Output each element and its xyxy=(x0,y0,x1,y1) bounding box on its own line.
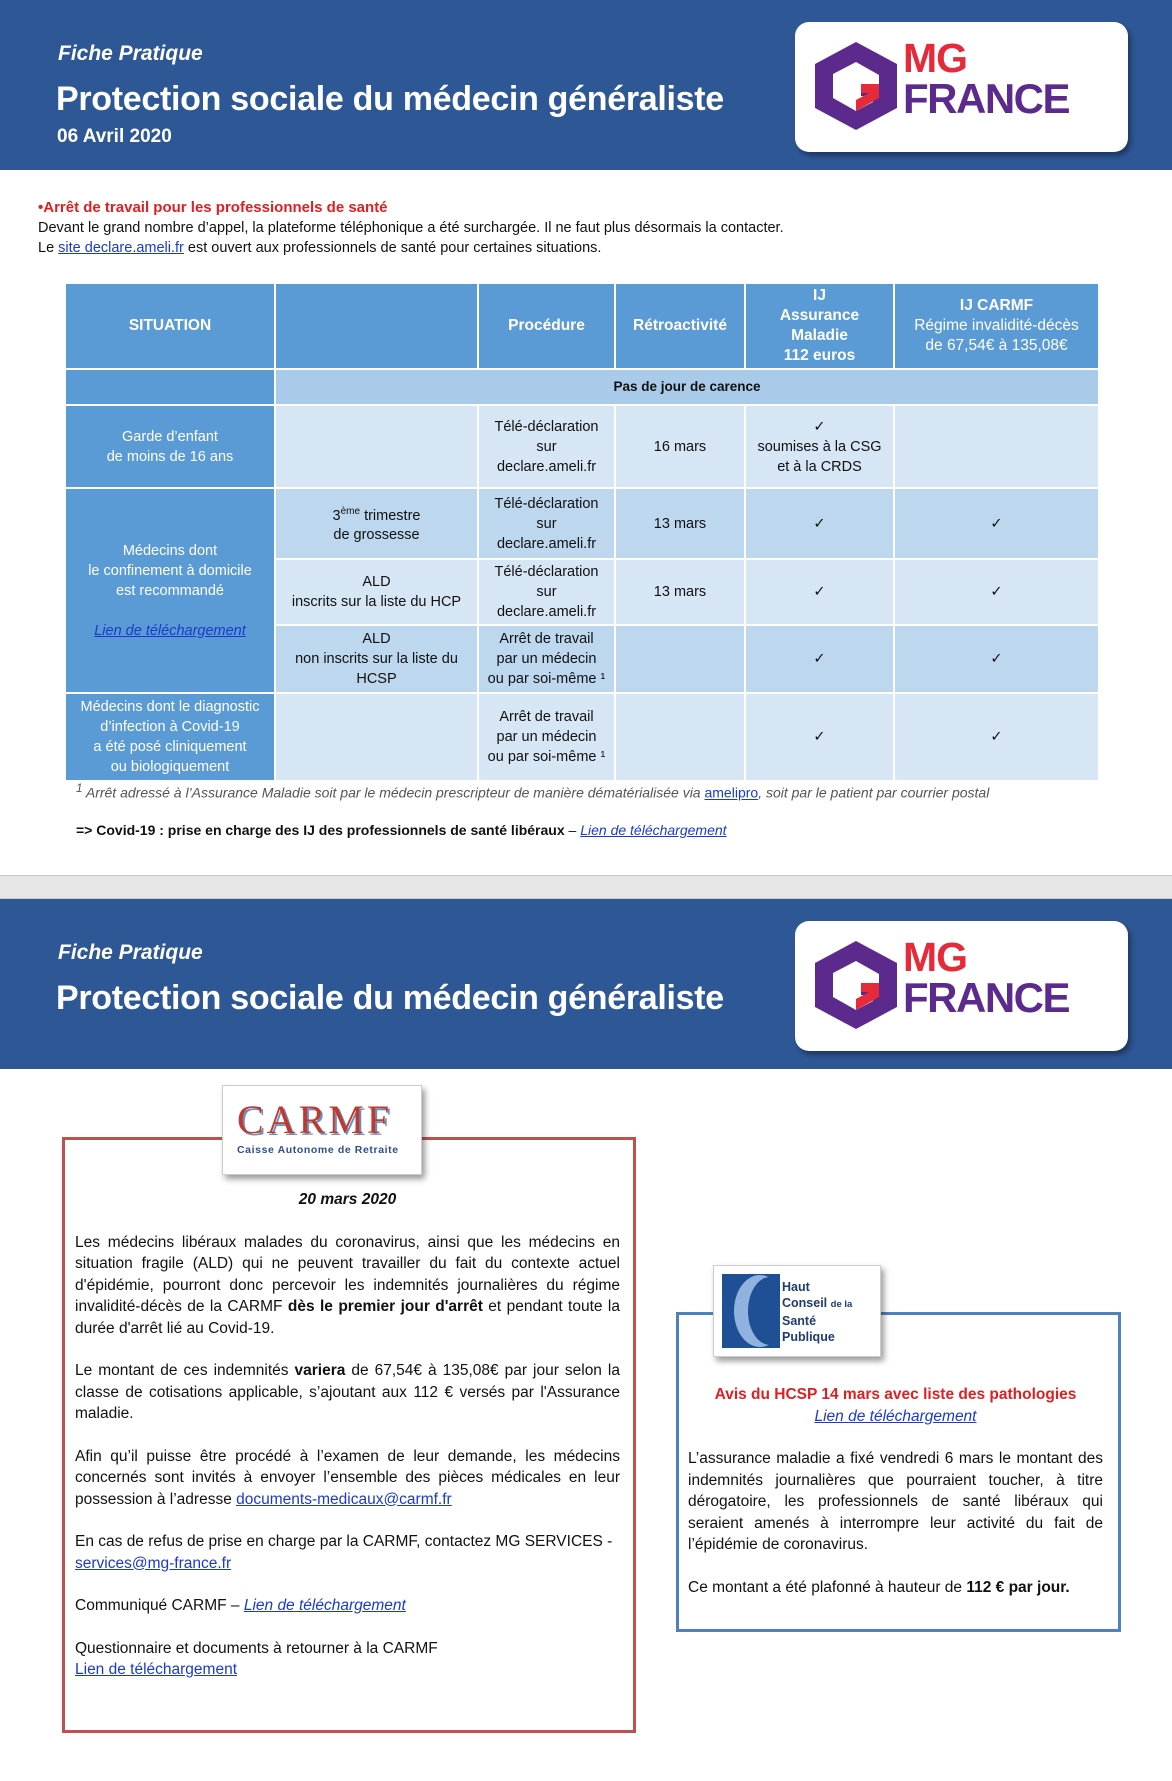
hcsp-title: Avis du HCSP 14 mars avec liste des pathologies xyxy=(714,1386,1077,1403)
situation-garde-l2: de moins de 16 ans xyxy=(106,448,234,465)
logo-france-text: FRANCE xyxy=(903,974,1069,1021)
carmf-paragraph-5 xyxy=(75,1595,620,1617)
declare-ameli-link[interactable]: site declare.ameli.fr xyxy=(58,240,184,256)
header-ij-carmf-l2: Régime invalidité-décès xyxy=(914,317,1079,334)
carmf-communique-link[interactable]: Lien de téléchargement xyxy=(243,1597,406,1614)
sub-l1: ALD xyxy=(362,631,391,647)
retro-ald-hcp: 13 mars xyxy=(615,559,745,625)
header-situation: SITUATION xyxy=(65,283,275,369)
carmf-logo xyxy=(222,1085,422,1175)
procedure-garde xyxy=(478,405,615,488)
table-header-row xyxy=(65,283,1099,369)
covid-dash: – xyxy=(564,822,581,838)
check-icon: ✓ xyxy=(813,418,826,435)
carmf-logo-subtitle: Caisse Autonome de Retraite xyxy=(237,1144,399,1156)
carmf-p1-end: et pendant toute la durée d'arrêt lié au Covid-19. xyxy=(75,1298,620,1337)
proc-l3: ou par soi-même ¹ xyxy=(487,749,606,765)
situation-garde xyxy=(65,405,275,488)
header-ij-carmf-l1: IJ CARMF xyxy=(959,297,1034,314)
carmf-paragraph-3 xyxy=(75,1446,620,1511)
header-blank xyxy=(275,283,478,369)
check-icon: ✓ xyxy=(745,488,894,559)
carmf-email-link[interactable]: documents-medicaux@carmf.fr xyxy=(236,1490,452,1508)
sub-grossesse-post: trimestre xyxy=(360,507,421,524)
sub-l3: HCSP xyxy=(356,671,397,687)
logo-mg-text: MG xyxy=(903,35,968,81)
carence-row xyxy=(65,369,1099,405)
carmf-paragraph-1 xyxy=(75,1232,620,1340)
amelipro-link[interactable]: amelipro xyxy=(704,784,759,801)
proc-garde-l1: Télé-déclaration xyxy=(494,418,599,435)
ij-garde-l2: et à la CRDS xyxy=(777,458,862,475)
proc-l2: sur xyxy=(536,515,557,532)
hcsp-logo-l2: Conseil xyxy=(782,1296,828,1310)
sub-garde xyxy=(275,405,478,488)
check-icon: ✓ xyxy=(745,559,894,625)
hcsp-link-line xyxy=(688,1406,1103,1428)
table-row-grossesse xyxy=(65,488,1099,559)
proc-l1: Télé-déclaration xyxy=(494,564,599,580)
covid-ij-line xyxy=(76,822,727,838)
hcsp-logo-l1: Haut xyxy=(782,1280,810,1294)
page-header xyxy=(0,0,1172,170)
check-icon: ✓ xyxy=(745,693,894,781)
page-2 xyxy=(0,898,1172,1781)
sub-grossesse-sup: ème xyxy=(340,505,361,517)
page-1 xyxy=(0,0,1172,876)
check-icon: ✓ xyxy=(894,559,1099,625)
situations-table xyxy=(64,282,1100,782)
procedure-grossesse xyxy=(478,488,615,559)
proc-l2: par un médecin xyxy=(496,729,597,745)
carmf-p1-bold: dès le premier jour d'arrêt xyxy=(287,1298,483,1315)
hcsp-logo-l3: Santé xyxy=(782,1314,817,1328)
mg-hexagon-icon xyxy=(813,40,899,132)
sub-grossesse-l2: de grossesse xyxy=(333,527,420,544)
sub-l2: inscrits sur la liste du HCP xyxy=(291,594,462,610)
fiche-label: Fiche Pratique xyxy=(58,941,203,964)
carmf-p2-bold: variera xyxy=(294,1362,346,1379)
carence-label: Pas de jour de carence xyxy=(275,369,1099,405)
carmf-p2-text: Le montant de ces indemnités xyxy=(75,1362,295,1379)
mg-hexagon-icon xyxy=(813,939,899,1031)
carmf-p6-text: Questionnaire et documents à retourner à la CARMF xyxy=(75,1639,438,1657)
check-icon: ✓ xyxy=(894,693,1099,781)
header-ij-am-l0: IJ xyxy=(813,287,826,304)
mg-services-email-link[interactable]: services@mg-france.fr xyxy=(75,1554,232,1572)
carmf-p5-text: Communiqué CARMF – xyxy=(75,1597,244,1614)
proc-l3: declare.ameli.fr xyxy=(496,604,597,620)
intro-prefix: Le xyxy=(38,240,59,256)
hcsp-paragraph-1: L’assurance maladie a fixé vendredi 6 mars le montant des indemnités journalières que pourraient toucher, à titre dérogatoire, les professionnels de santé libéraux qui seraient amenés à interrompre leur activité du fait de l’épidémie de coronavirus. xyxy=(688,1450,1103,1553)
check-icon: ✓ xyxy=(894,488,1099,559)
situation-garde-l1: Garde d’enfant xyxy=(122,428,218,445)
hcsp-logo-l2b: de la xyxy=(830,1299,853,1310)
situation-conf-l3: est recommandé xyxy=(116,582,224,599)
footnote-text-end: , soit par le patient par courrier postal xyxy=(758,784,990,801)
check-icon: ✓ xyxy=(745,625,894,693)
carmf-paragraph-6 xyxy=(75,1638,620,1681)
ij-garde-l1: soumises à la CSG xyxy=(757,438,882,455)
carence-spacer xyxy=(65,369,275,405)
header-ij-am-l1: Assurance xyxy=(779,307,860,324)
header-ij-am-l2: Maladie xyxy=(791,327,848,344)
proc-l3: ou par soi-même ¹ xyxy=(487,671,606,687)
proc-l2: par un médecin xyxy=(496,651,597,667)
header-ij-am xyxy=(745,283,894,369)
header-ij-am-l3: 112 euros xyxy=(783,347,856,364)
hcsp-download-link[interactable]: Lien de téléchargement xyxy=(814,1407,977,1425)
carmf-p2-end: de 67,54€ à 135,08€ par jour selon la classe de cotisations applicable, s’ajoutant aux 112 € versés par l'Assurance maladie. xyxy=(75,1362,620,1422)
ij-garde xyxy=(745,405,894,488)
proc-l1: Arrêt de travail xyxy=(499,709,594,725)
page-date: 06 Avril 2020 xyxy=(57,126,172,147)
situation-covid-l1: Médecins dont le diagnostic xyxy=(80,699,260,715)
proc-garde-l2: sur xyxy=(536,438,557,455)
section-heading: •Arrêt de travail pour les professionnels de santé xyxy=(38,199,388,216)
proc-garde-l3: declare.ameli.fr xyxy=(496,458,597,475)
proc-l1: Télé-déclaration xyxy=(494,495,599,512)
header-procedure: Procédure xyxy=(478,283,615,369)
carmf-p1-text: Les médecins libéraux malades du coronavirus, ainsi que les médecins en situation fragile (ALD) qui ne peuvent travailler du fait du contexte actuel d'épidémie, pourront donc percevoir les indemnités journalières du régime invalidité-décès de la CARMF xyxy=(75,1233,620,1315)
confinement-download-link[interactable]: Lien de téléchargement xyxy=(94,622,246,639)
intro-section xyxy=(38,198,1038,258)
table-row-garde xyxy=(65,405,1099,488)
hcsp-logo xyxy=(713,1265,881,1357)
sub-grossesse-num: 3 xyxy=(332,507,341,524)
situation-conf-l2: le confinement à domicile xyxy=(88,562,252,579)
page-title: Protection sociale du médecin généraliste xyxy=(56,979,724,1017)
logo-france-text: FRANCE xyxy=(903,75,1069,122)
hcsp-content xyxy=(688,1384,1103,1619)
table-row-covid xyxy=(65,693,1099,781)
fiche-label: Fiche Pratique xyxy=(58,42,203,65)
situation-confinement xyxy=(65,488,275,693)
proc-l3: declare.ameli.fr xyxy=(496,535,597,552)
retro-ald-non-hcsp xyxy=(615,625,745,693)
footnote xyxy=(76,782,989,801)
hcsp-p2-bold: 112 € par jour. xyxy=(966,1578,1070,1596)
retro-grossesse: 13 mars xyxy=(615,488,745,559)
retro-covid xyxy=(615,693,745,781)
carmf-garde xyxy=(894,405,1099,488)
sub-l1: ALD xyxy=(362,574,391,590)
page-header xyxy=(0,899,1172,1069)
sub-grossesse-l1 xyxy=(280,502,473,526)
carmf-paragraph-2 xyxy=(75,1360,620,1425)
hcsp-logo-l4: Publique xyxy=(782,1330,835,1344)
mg-france-logo xyxy=(795,921,1128,1051)
hcsp-paragraph-2 xyxy=(688,1577,1103,1599)
carmf-paragraph-4 xyxy=(75,1531,620,1574)
hcsp-p2-text: Ce montant a été plafonné à hauteur de xyxy=(688,1578,967,1596)
sub-grossesse xyxy=(275,488,478,559)
sub-covid xyxy=(275,693,478,781)
intro-line-2 xyxy=(38,238,1038,258)
sub-l2: non inscrits sur la liste du xyxy=(295,651,458,667)
situation-covid xyxy=(65,693,275,781)
header-retroactivite: Rétroactivité xyxy=(615,283,745,369)
header-ij-carmf-l3: de 67,54€ à 135,08€ xyxy=(925,337,1068,354)
sub-ald-hcp xyxy=(275,559,478,625)
header-ij-carmf xyxy=(894,283,1099,369)
carmf-questionnaire-link[interactable]: Lien de téléchargement xyxy=(75,1661,238,1678)
proc-l1: Arrêt de travail xyxy=(499,631,594,647)
carmf-content xyxy=(75,1189,620,1702)
mg-france-logo xyxy=(795,22,1128,152)
procedure-ald-hcp xyxy=(478,559,615,625)
covid-ij-text: => Covid-19 : prise en charge des IJ des professionnels de santé libéraux xyxy=(76,822,565,838)
situation-covid-l2: d’infection à Covid-19 xyxy=(100,719,240,735)
procedure-ald-non-hcsp xyxy=(478,625,615,693)
sub-ald-non-hcsp xyxy=(275,625,478,693)
situation-conf-l1: Médecins dont xyxy=(122,542,218,559)
carmf-p3-text: Afin qu’il puisse être procédé à l’examen de leur demande, les médecins concernés sont invités à envoyer l’ensemble des pièces médicales en leur possession à l’adresse xyxy=(75,1447,620,1508)
carmf-p4-text: En cas de refus de prise en charge par la CARMF, contactez MG SERVICES - xyxy=(75,1533,613,1550)
situation-covid-l3: a été posé cliniquement xyxy=(93,739,247,755)
retro-garde: 16 mars xyxy=(615,405,745,488)
carmf-logo-text: CARMF xyxy=(237,1097,393,1142)
footnote-text: Arrêt adressé à l’Assurance Maladie soit par le médecin prescripteur de manière dématérialisée via xyxy=(82,784,705,801)
carmf-date: 20 mars 2020 xyxy=(298,1191,397,1208)
hcsp-logo-text xyxy=(782,1279,852,1345)
proc-l2: sur xyxy=(536,584,557,600)
logo-mg-text: MG xyxy=(903,934,968,980)
intro-line-1: Devant le grand nombre d’appel, la plateforme téléphonique a été surchargée. Il ne faut plus désormais la contacter. xyxy=(38,220,784,236)
procedure-covid xyxy=(478,693,615,781)
footnote-marker: 1 xyxy=(76,782,83,795)
page-title: Protection sociale du médecin généraliste xyxy=(56,80,724,118)
situation-covid-l4: ou biologiquement xyxy=(110,759,230,775)
check-icon: ✓ xyxy=(894,625,1099,693)
intro-suffix: est ouvert aux professionnels de santé pour certaines situations. xyxy=(183,240,602,256)
covid-download-link[interactable]: Lien de téléchargement xyxy=(580,822,727,838)
